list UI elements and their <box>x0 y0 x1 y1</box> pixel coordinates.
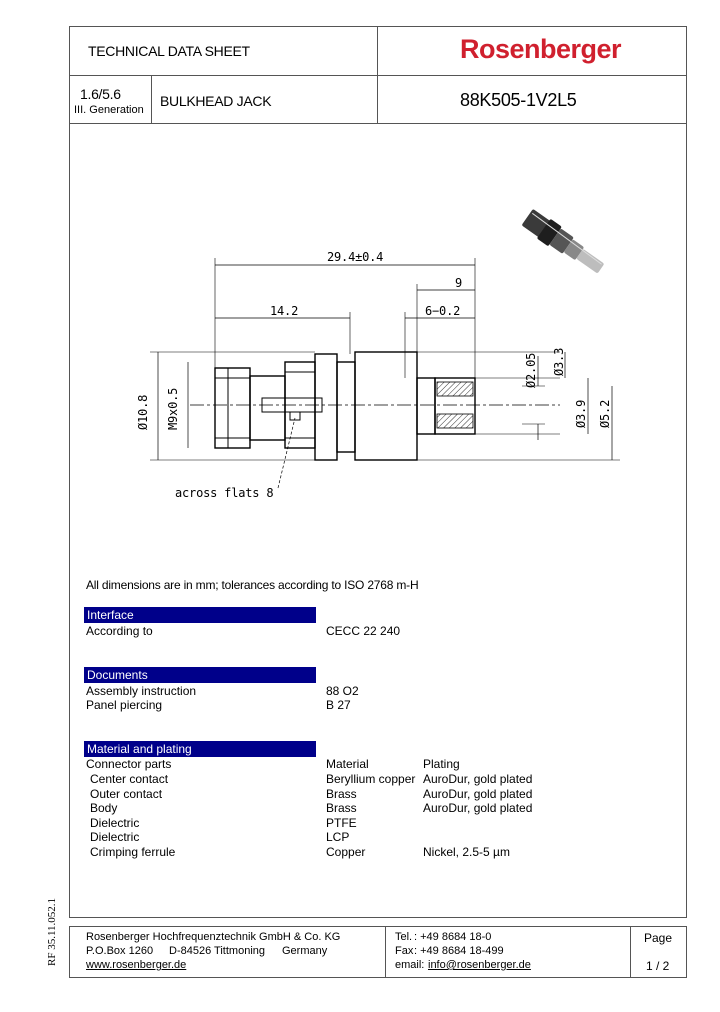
material-row-part: Crimping ferrule <box>90 845 176 859</box>
footer-fax-label: Fax <box>395 945 414 957</box>
side-code: RF 35.11.052.1 <box>46 897 58 966</box>
material-row-plating: AuroDur, gold plated <box>423 787 533 801</box>
footer-web-link[interactable]: www.rosenberger.de <box>86 959 187 971</box>
dim-dia-10-8: Ø10.8 <box>136 394 150 430</box>
nut <box>337 362 355 452</box>
footer-vdivider-2 <box>630 926 631 978</box>
dim-dia-2-05: Ø2.05 <box>524 352 538 388</box>
footer-page-label: Page <box>644 931 673 945</box>
series: 1.6/5.6 <box>80 86 121 102</box>
dim-dia-3-3: Ø3.3 <box>552 347 566 376</box>
material-row-material: Brass <box>326 787 357 801</box>
tolerance-note: All dimensions are in mm; tolerances according to ISO 2768 m-H <box>86 578 419 592</box>
footer-page-number: 1 / 2 <box>646 959 670 973</box>
interface-label: According to <box>86 624 153 638</box>
footer-pobox: P.O.Box 1260 <box>86 945 154 957</box>
flange <box>315 354 337 460</box>
footer-fax: : +49 8684 18-499 <box>414 945 504 957</box>
product-3d-thumbnail <box>520 207 607 278</box>
material-col-material: Material <box>326 757 369 771</box>
dim-total: 29.4±0.4 <box>327 250 384 264</box>
footer-vdivider <box>385 926 386 978</box>
material-row-material: LCP <box>326 830 350 844</box>
dim-dia-3-9: Ø3.9 <box>574 399 588 428</box>
dim-9: 9 <box>455 276 463 290</box>
material-col-parts: Connector parts <box>86 757 172 771</box>
section-interface-title: Interface <box>84 607 316 623</box>
front-barrel <box>250 376 285 440</box>
main-body <box>355 352 417 460</box>
footer-company: Rosenberger Hochfrequenztechnik GmbH & Co. KG <box>86 931 341 943</box>
footer-tel: : +49 8684 18-0 <box>414 931 492 943</box>
material-row-material: Brass <box>326 801 357 815</box>
material-col-plating: Plating <box>423 757 460 771</box>
front-hex <box>215 368 250 448</box>
dim-6: 6−0.2 <box>425 304 461 318</box>
material-row-plating: AuroDur, gold plated <box>423 772 533 786</box>
footer-tel-label: Tel. <box>395 931 413 943</box>
dim-14-2: 14.2 <box>270 304 299 318</box>
material-row-part: Dielectric <box>90 816 140 830</box>
doc-title: TECHNICAL DATA SHEET <box>88 43 250 59</box>
footer-city: D-84526 Tittmoning <box>169 945 265 957</box>
doc-row-value: 88 O2 <box>326 684 359 698</box>
across-flats-label: across flats 8 <box>175 486 274 500</box>
material-row-part: Outer contact <box>90 787 163 801</box>
material-row-part: Body <box>90 801 118 815</box>
dim-dia-5-2: Ø5.2 <box>598 399 612 428</box>
generation: III. Generation <box>74 104 144 116</box>
dim-m9: M9x0.5 <box>166 387 180 430</box>
material-row-material: Beryllium copper <box>326 772 416 786</box>
interface-value: CECC 22 240 <box>326 624 401 638</box>
material-row-plating: AuroDur, gold plated <box>423 801 533 815</box>
product-type: BULKHEAD JACK <box>160 93 272 109</box>
footer-email-link[interactable]: info@rosenberger.de <box>428 959 531 971</box>
brand-logo: Rosenberger <box>460 34 622 64</box>
section-material-title: Material and plating <box>84 741 316 757</box>
footer-email-label: email: <box>395 959 425 971</box>
footer-country: Germany <box>282 945 328 957</box>
doc-row-label: Assembly instruction <box>86 684 197 698</box>
doc-row-label: Panel piercing <box>86 698 163 712</box>
material-row-material: Copper <box>326 845 366 859</box>
part-number: 88K505-1V2L5 <box>460 90 577 110</box>
material-row-part: Dielectric <box>90 830 140 844</box>
material-row-plating: Nickel, 2.5-5 µm <box>423 845 510 859</box>
material-row-part: Center contact <box>90 772 169 786</box>
ferrule-collar <box>417 378 435 434</box>
doc-row-value: B 27 <box>326 698 351 712</box>
section-documents-title: Documents <box>84 667 316 683</box>
material-row-material: PTFE <box>326 816 357 830</box>
